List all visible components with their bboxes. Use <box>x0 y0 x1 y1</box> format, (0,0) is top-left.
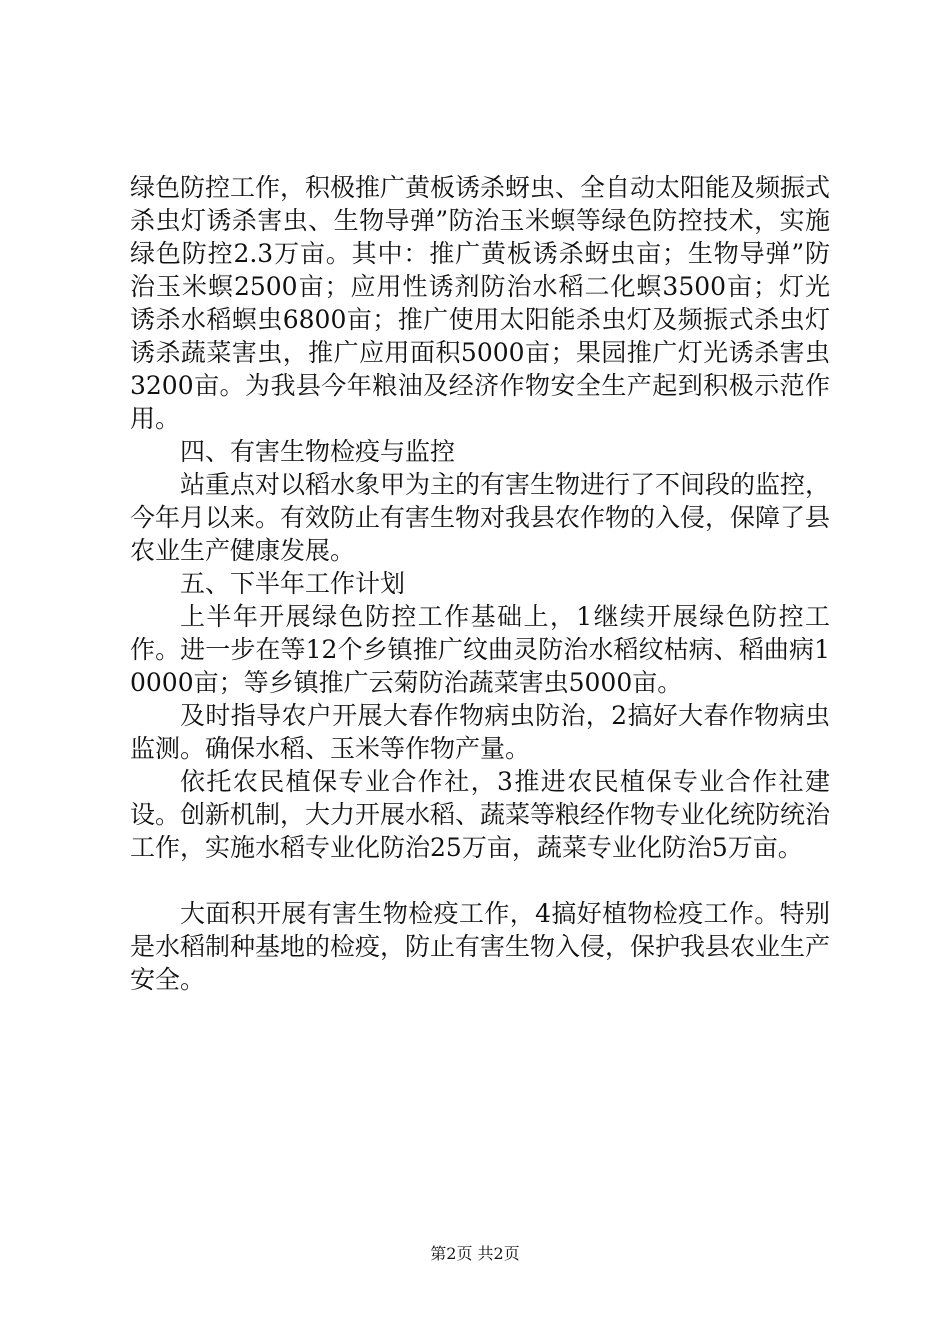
paragraph-spacer <box>130 864 830 897</box>
paragraph-plan-4: 大面积开展有害生物检疫工作，4搞好植物检疫工作。特别是水稻制种基地的检疫，防止有害生物入侵，保护我县农业生产安全。 <box>130 899 831 994</box>
page-footer: 第2页 共2页 <box>430 1244 520 1263</box>
paragraph-plan-1: 上半年开展绿色防控工作基础上，1继续开展绿色防控工作。进一步在等12个乡镇推广纹曲灵防治水稻纹枯病、稻曲病10000亩；等乡镇推广云菊防治蔬菜害虫5000亩。 <box>130 602 830 697</box>
section-heading-plan: 五、下半年工作计划 <box>180 569 406 598</box>
section-heading-quarantine: 四、有害生物检疫与监控 <box>180 437 456 466</box>
paragraph-quarantine: 站重点对以稻水象甲为主的有害生物进行了不间段的监控，今年月以来。有效防止有害生物对我县农作物的入侵，保障了县农业生产健康发展。 <box>130 470 831 565</box>
paragraph-plan-3: 依托农民植保专业合作社，3推进农民植保专业合作社建设。创新机制，大力开展水稻、蔬菜等粮经作物专业化统防统治工作，实施水稻专业化防治25万亩，蔬菜专业化防治5万亩。 <box>130 767 831 862</box>
document-body <box>130 171 830 996</box>
paragraph-plan-2: 及时指导农户开展大春作物病虫防治，2搞好大春作物病虫监测。确保水稻、玉米等作物产量。 <box>130 701 830 763</box>
paragraph-green-control: 绿色防控工作，积极推广黄板诱杀蚜虫、全自动太阳能及频振式杀虫灯诱杀害虫、生物导弹”防治玉米螟等绿色防控技术，实施绿色防控2.3万亩。其中：推广黄板诱杀蚜虫亩；生物导弹”防治玉米螟2500亩；应用性诱剂防治水稻二化螟3500亩；灯光诱杀水稻螟虫6800亩；推广使用太阳能杀虫灯及频振式杀虫灯诱杀蔬菜害虫，推广应用面积5000亩；果园推广灯光诱杀害虫3200亩。为我县今年粮油及经济作物安全生产起到积极示范作用。 <box>130 173 831 433</box>
